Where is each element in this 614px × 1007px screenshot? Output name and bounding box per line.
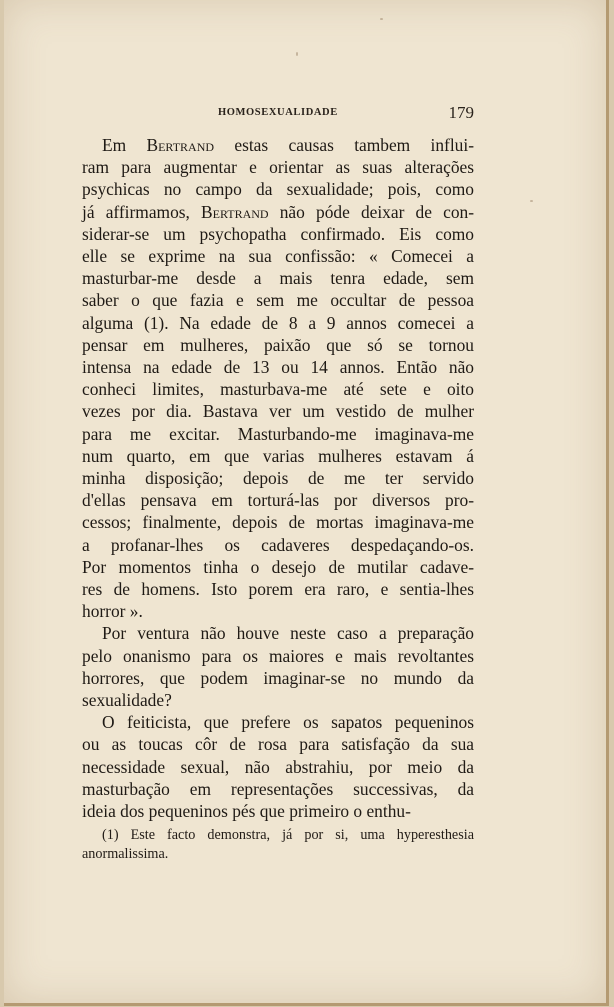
running-title: HOMOSEXUALIDADE xyxy=(218,107,338,118)
text-line: cessos; finalmente, depois de mortas imaginava-me xyxy=(82,512,474,533)
text-line: saber o que fazia e sem me occultar de pessoa xyxy=(82,290,474,311)
text-line: Em Bertrand estas causas tambem influi- xyxy=(102,135,475,155)
text-line: masturbar-me desde a mais tenra edade, sem xyxy=(82,268,474,289)
text-line: O feiticista, que prefere os sapatos pequeninos xyxy=(102,712,474,733)
footnote-line: anormalissima. xyxy=(82,846,169,862)
paper-speck xyxy=(380,18,383,20)
text-line: horrores, que podem imaginar-se no mundo da xyxy=(82,667,474,688)
text-line: intensa na edade de 13 ou 14 annos. Então não xyxy=(82,357,474,378)
text-line: d'ellas pensava em torturá-las por diversos pro- xyxy=(82,490,474,511)
text-line: horror ». xyxy=(82,601,143,622)
text-line: ou as toucas côr de rosa para satisfação da sua xyxy=(82,734,474,755)
page-number: 179 xyxy=(448,103,474,122)
text-line: necessidade sexual, não abstrahiu, por meio da xyxy=(82,756,474,777)
text-line: já affirmamos, Bertrand não póde deixar de con- xyxy=(82,201,474,222)
footnote-line: (1) Este facto demonstra, já por si, uma hyperesthesia xyxy=(102,827,474,843)
text-line: pensar em mulheres, paixão que só se tornou xyxy=(82,334,474,355)
page-header xyxy=(82,103,474,123)
text-line: Por ventura não houve neste caso a preparação xyxy=(102,623,474,644)
paragraph xyxy=(82,622,474,711)
paper-speck xyxy=(530,200,533,202)
text-line: alguma (1). Na edade de 8 a 9 annos comecei a xyxy=(82,312,474,333)
text-line: para me excitar. Masturbando-me imaginava-me xyxy=(82,423,474,444)
text-line: a profanar-lhes os cadaveres despedaçando-os. xyxy=(82,534,474,555)
text-line: siderar-se um psychopatha confirmado. Eis como xyxy=(82,223,474,244)
text-line: Por momentos tinha o desejo de mutilar cadave- xyxy=(82,556,474,577)
text-line: conheci limites, masturbava-me até sete e oito xyxy=(82,379,474,400)
text-line: masturbação em representações successivas, da xyxy=(82,778,474,799)
text-line: vezes por dia. Bastava ver um vestido de mulher xyxy=(82,401,474,422)
paragraph xyxy=(82,134,474,622)
paper-speck xyxy=(296,52,298,56)
book-page xyxy=(4,0,609,1006)
small-caps-name: Bertrand xyxy=(201,201,269,222)
text-line: psychicas no campo da sexualidade; pois, como xyxy=(82,179,474,200)
footnote xyxy=(82,826,474,864)
body-text xyxy=(82,134,474,822)
paragraph xyxy=(82,711,474,822)
text-line: ideia dos pequeninos pés que primeiro o enthu- xyxy=(82,801,411,822)
text-line: pelo onanismo para os maiores e mais revoltantes xyxy=(82,645,474,666)
text-line: elle se exprime na sua confissão: « Comecei a xyxy=(82,246,474,267)
text-line: num quarto, em que varias mulheres estavam á xyxy=(82,445,474,466)
text-line: res de homens. Isto porem era raro, e sentia-lhes xyxy=(82,579,474,600)
text-line: minha disposição; depois de me ter servido xyxy=(82,468,474,489)
text-line: sexualidade? xyxy=(82,690,172,711)
small-caps-name: Bertrand xyxy=(146,135,215,155)
text-line: ram para augmentar e orientar as suas alterações xyxy=(82,157,474,178)
